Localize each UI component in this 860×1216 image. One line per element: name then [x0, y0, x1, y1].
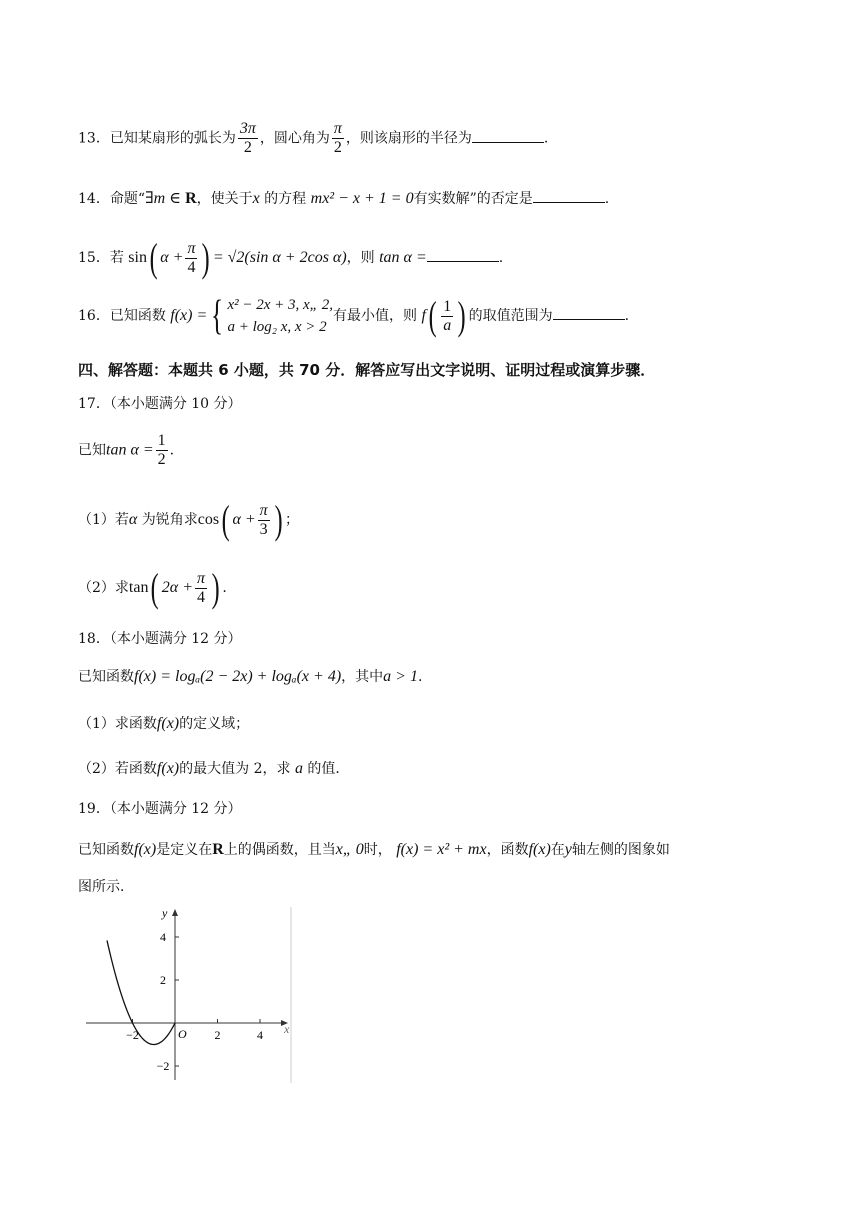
fraction-pi-over-2: $\frac{\pi}{2}$: [333, 120, 342, 156]
question-17-part-2: （2）求tan( 2α + $\frac{\pi}{4}$ ) .: [78, 565, 227, 610]
x-axis-label: x: [284, 1022, 290, 1036]
y-tick-label: 4: [160, 930, 166, 944]
question-17-header: 17．（本小题满分 10 分）: [78, 396, 242, 412]
answer-blank: [553, 305, 625, 320]
question-18-given: 已知函数f(x) = logₐ(2 − 2x) + logₐ(x + 4)，其中a > 1.: [78, 668, 423, 685]
question-18-header: 18．（本小题满分 12 分）: [78, 631, 242, 647]
question-18-part-1: （1）求函数f(x)的定义域；: [78, 715, 250, 732]
question-17-part-1: （1）若α 为锐角求cos( α + $\frac{\pi}{3}$ ) ；: [78, 497, 299, 542]
origin-label: O: [178, 1027, 187, 1041]
question-16: 16．已知函数 f(x) ={ x² − 2x + 3, x„ 2, a + log₂ x, x > 2 有最小值，则 f( $\frac{1}{a}$ ) 的取值范围为 .: [78, 293, 630, 339]
piecewise-cases: x² − 2x + 3, x„ 2, a + log₂ x, x > 2: [227, 297, 334, 335]
x-tick-label: 4: [257, 1028, 263, 1042]
question-19-line-1: 已知函数f(x)是定义在R上的偶函数，且当x„ 0时， f(x) = x² + mx，函数f(x)在y轴左侧的图象如: [78, 841, 670, 858]
answer-blank: [472, 128, 544, 143]
question-15: 15．若 sin( α + $\frac{\pi}{4}$ ) = √2(sin α + 2cos α)，则 tan α = .: [78, 235, 504, 280]
fraction-3pi-over-2: $\frac{3\pi}{2}$: [239, 120, 256, 156]
y-axis-label: y: [162, 906, 168, 920]
answer-blank: [427, 247, 499, 262]
question-19-line-2: 图所示．: [78, 879, 134, 895]
question-14: 14．命题“∃m ∈ R，使关于x 的方程 mx² − x + 1 = 0有实数解”的否定是 .: [78, 190, 610, 207]
y-axis: [172, 909, 178, 1080]
curve: [107, 940, 175, 1044]
question-19-header: 19．（本小题满分 12 分）: [78, 801, 242, 817]
question-13: 13．已知某扇形的弧长为 $\frac{3\pi}{2}$ ，圆心角为 $\frac{\pi}{2}$ ，则该扇形的半径为 .: [78, 120, 549, 156]
x-axis: [86, 1020, 288, 1026]
y-tick-label: −2: [156, 1059, 170, 1073]
question-18-part-2: （2）若函数f(x)的最大值为 2，求 a 的值．: [78, 760, 350, 777]
answer-blank: [533, 188, 605, 203]
question-17-given: 已知tan α = $\frac{1}{2}$ .: [78, 432, 175, 468]
y-tick-label: 2: [160, 973, 166, 987]
x-tick-label: 2: [214, 1028, 221, 1042]
section-heading: 四、解答题：本题共 6 小题，共 70 分．解答应写出文字说明、证明过程或演算步骤．: [78, 361, 656, 379]
x-tick-label: −2: [126, 1028, 139, 1042]
function-graph: [80, 905, 295, 1085]
